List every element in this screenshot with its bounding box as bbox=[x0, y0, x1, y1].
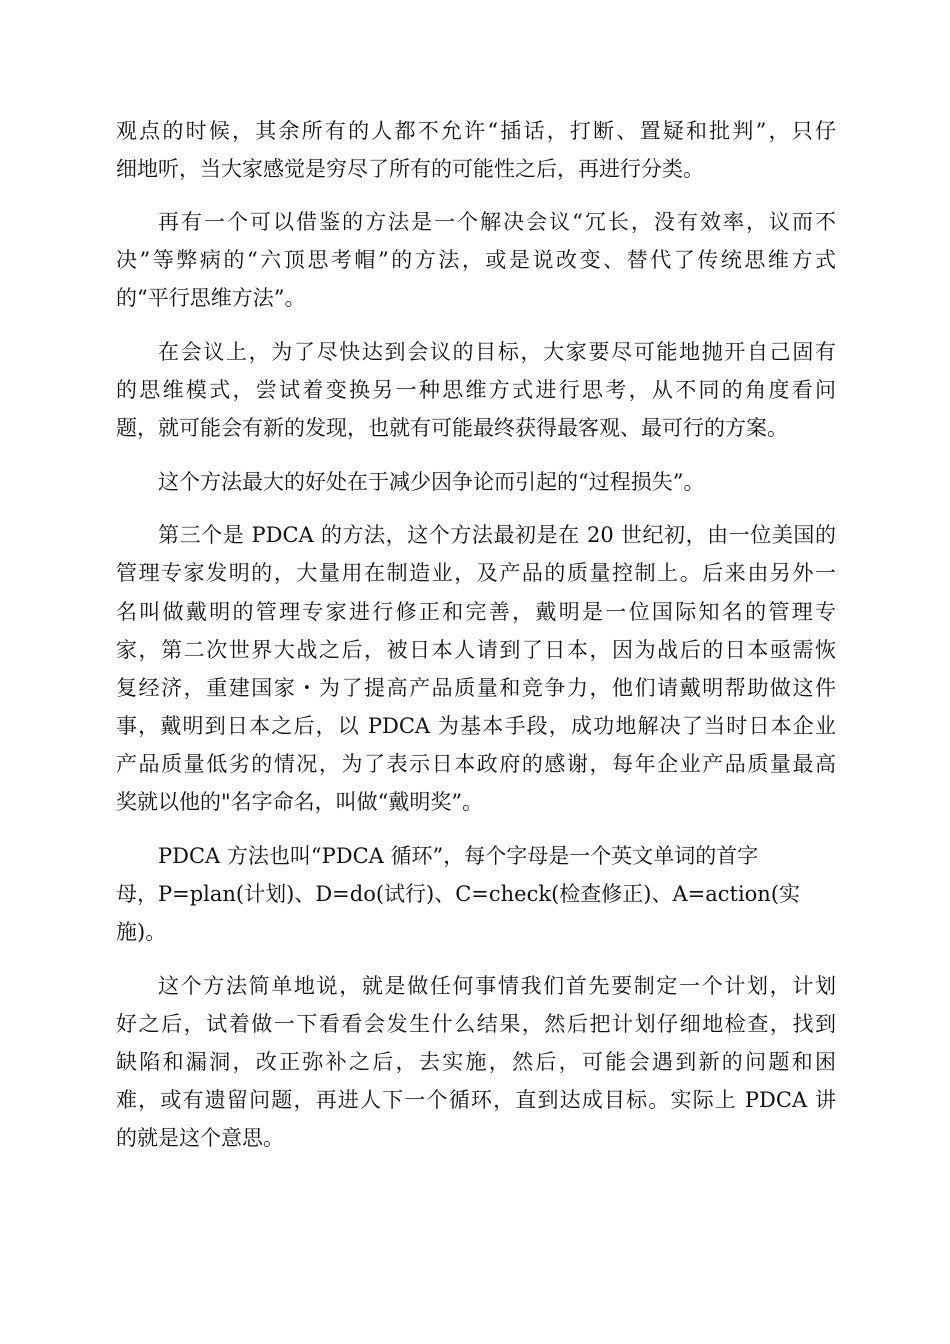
text-line: 的就是这个意思。 bbox=[116, 1126, 284, 1150]
text-line: 第三个是 PDCA 的方法，这个方法最初是在 20 世纪初，由一位美国的 bbox=[158, 523, 836, 547]
text-line: 题，就可能会有新的发现，也就有可能最终获得最客观、最可行的方案。 bbox=[116, 416, 788, 440]
text-line: 好之后，试着做一下看看会发生什么结果，然后把计划仔细地检查，找到 bbox=[116, 1012, 836, 1036]
text-line: 事，戴明到日本之后，以 PDCA 为基本手段，成功地解决了当时日本企业 bbox=[116, 714, 836, 738]
text-line: 这个方法简单地说，就是做任何事情我们首先要制定一个计划，计划 bbox=[158, 974, 836, 998]
text-line: 复经济，重建国家・为了提高产品质量和竞争力，他们请戴明帮助做这件 bbox=[116, 676, 836, 700]
text-line: 决”等弊病的“六顶思考帽”的方法，或是说改变、替代了传统思维方式 bbox=[116, 248, 836, 272]
text-line: 难，或有遗留问题，再进人下一个循环，直到达成目标。实际上 PDCA 讲 bbox=[116, 1088, 836, 1112]
text-line: 再有一个可以借鉴的方法是一个解决会议“冗长，没有效率，议而不 bbox=[158, 210, 836, 234]
text-line: PDCA 方法也叫“PDCA 循环”，每个字母是一个英文单词的首字 bbox=[158, 844, 759, 868]
text-line: 的思维模式，尝试着变换另一种思维方式进行思考，从不同的角度看问 bbox=[116, 378, 836, 402]
text-line: 施)。 bbox=[116, 920, 167, 944]
text-line: 的“平行思维方法”。 bbox=[116, 286, 306, 310]
text-line: 奖就以他的"名字命名，叫做“戴明奖”。 bbox=[116, 790, 484, 814]
text-line: 管理专家发明的，大量用在制造业，及产品的质量控制上。后来由另外一 bbox=[116, 561, 836, 585]
text-line: 母，P=plan(计划)、D=do(试行)、C=check(检查修正)、A=action(实 bbox=[116, 882, 801, 906]
text-line: 产品质量低劣的情况，为了表示日本政府的感谢，每年企业产品质量最高 bbox=[116, 752, 836, 776]
text-line: 观点的时候，其余所有的人都不允许“插话，打断、置疑和批判”，只仔 bbox=[116, 119, 836, 143]
text-line: 缺陷和漏洞，改正弥补之后，去实施，然后，可能会遇到新的问题和困 bbox=[116, 1050, 836, 1074]
text-line: 家，第二次世界大战之后，被日本人请到了日本，因为战后的日本亟需恢 bbox=[116, 638, 836, 662]
text-line: 名叫做戴明的管理专家进行修正和完善，戴明是一位国际知名的管理专 bbox=[116, 600, 836, 624]
text-line: 这个方法最大的好处在于减少因争论而引起的“过程损失”。 bbox=[158, 470, 705, 494]
text-line: 在会议上，为了尽快达到会议的目标，大家要尽可能地抛开自己固有 bbox=[158, 340, 836, 364]
text-line: 细地听，当大家感觉是穷尽了所有的可能性之后，再进行分类。 bbox=[116, 157, 704, 181]
